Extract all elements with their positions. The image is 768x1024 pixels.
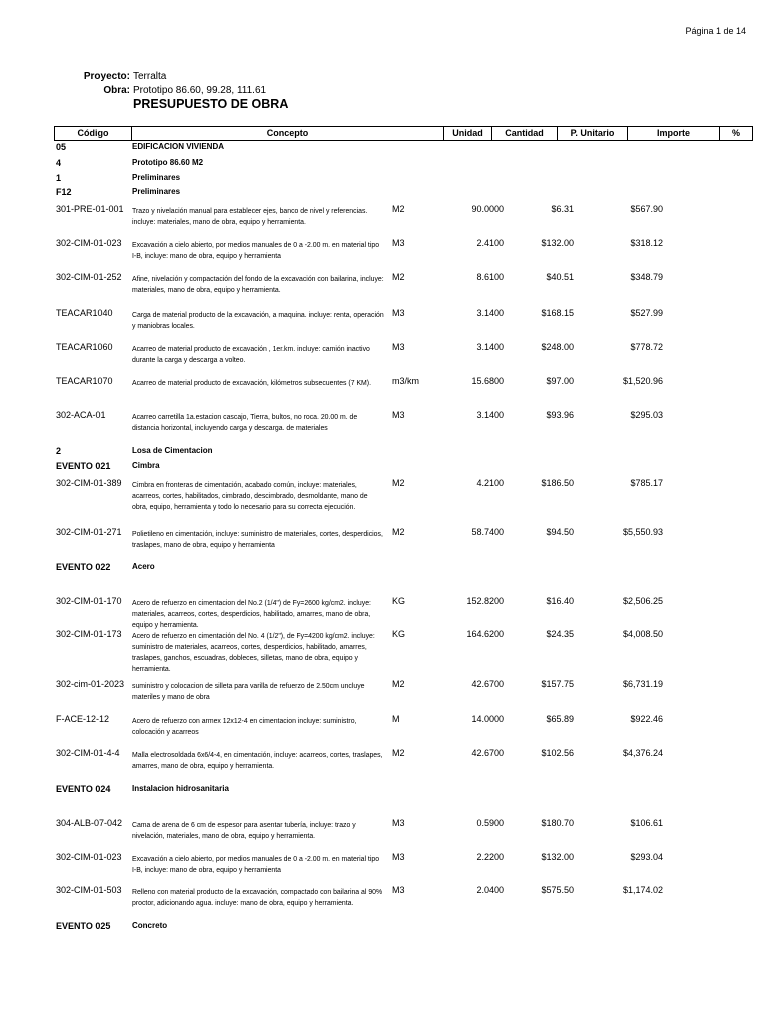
- item-unit: M: [392, 714, 400, 724]
- work-label: Obra:: [103, 85, 130, 96]
- item-code: 302-CIM-01-173: [56, 629, 122, 639]
- project-line: [80, 71, 166, 82]
- item-amount: $1,174.02: [622, 885, 663, 895]
- item-code: F-ACE-12-12: [56, 714, 110, 724]
- col-amount: Importe: [627, 127, 719, 140]
- work-value: Prototipo 86.60, 99.28, 111.61: [133, 85, 267, 96]
- item-amount: $4,008.50: [622, 629, 663, 639]
- item-amount: $1,520.96: [622, 376, 663, 386]
- group-code: EVENTO 022: [56, 562, 111, 572]
- item-unit-price: $40.51: [546, 272, 574, 282]
- item-amount: $567.90: [630, 204, 663, 214]
- item-quantity: 164.6200: [466, 629, 504, 639]
- item-unit: M2: [392, 748, 405, 758]
- item-unit-price: $168.15: [541, 308, 574, 318]
- item-code: TEACAR1070: [56, 376, 113, 386]
- item-description: Acero de refuerzo en cimentación del No. 4 (1/2"), de Fy=4200 kg/cm2. incluye: suministro de materiales, acarreos, cortes, desperdicios, habilitado, amarres, traslapes, ganchos, escuadras, dobleces, silletas, mano de obra, equipo y herramienta.: [132, 633, 375, 673]
- item-unit: M2: [392, 478, 405, 488]
- item-quantity: 15.6800: [471, 376, 504, 386]
- item-quantity: 4.2100: [476, 478, 504, 488]
- item-code: 302-CIM-01-170: [56, 596, 122, 606]
- item-unit: M3: [392, 238, 405, 248]
- document-title: PRESUPUESTO DE OBRA: [133, 97, 289, 111]
- item-quantity: 3.1400: [476, 410, 504, 420]
- group-name: Acero: [132, 562, 155, 571]
- item-code: 302-CIM-01-389: [56, 478, 122, 488]
- item-unit: M2: [392, 527, 405, 537]
- item-unit: M2: [392, 679, 405, 689]
- item-unit-price: $157.75: [541, 679, 574, 689]
- col-unit: Unidad: [443, 127, 491, 140]
- item-quantity: 42.6700: [471, 679, 504, 689]
- item-amount: $295.03: [630, 410, 663, 420]
- group-name: Prototipo 86.60 M2: [132, 158, 204, 167]
- item-description: Malla electrosoldada 6x6/4-4, en cimentación, incluye: acarreos, cortes, traslapes, amarres, mano de obra, equipo y herramienta.: [132, 752, 383, 770]
- item-code: TEACAR1040: [56, 308, 113, 318]
- item-unit: M3: [392, 818, 405, 828]
- item-description: Afine, nivelación y compactación del fondo de la excavación con bailarina, incluye: materiales, mano de obra, equipo y herramienta.: [132, 276, 384, 294]
- col-concept: Concepto: [131, 127, 443, 140]
- group-name: Losa de Cimentacion: [132, 446, 213, 455]
- item-code: 304-ALB-07-042: [56, 818, 123, 828]
- item-amount: $785.17: [630, 478, 663, 488]
- item-unit-price: $6.31: [551, 204, 574, 214]
- item-description: suministro y colocacion de silleta para varilla de refuerzo de 2.50cm uncluye materiles y mano de obra: [132, 683, 365, 701]
- item-description: Carga de material producto de la excavación, a maquina. incluye: renta, operación y maniobras locales.: [132, 312, 384, 330]
- item-quantity: 58.7400: [471, 527, 504, 537]
- item-unit-price: $102.56: [541, 748, 574, 758]
- item-unit: m3/km: [392, 376, 419, 386]
- item-unit-price: $248.00: [541, 342, 574, 352]
- item-code: 302-ACA-01: [56, 410, 106, 420]
- item-description: Excavación a cielo abierto, por medios manuales de 0 a -2.00 m. en material tipo I-B, incluye: mano de obra, equipo y herramienta: [132, 856, 380, 874]
- item-amount: $922.46: [630, 714, 663, 724]
- item-description: Excavación a cielo abierto, por medios manuales de 0 a -2.00 m. en material tipo I-B, incluye: mano de obra, equipo y herramienta: [132, 242, 380, 260]
- item-code: 302-CIM-01-252: [56, 272, 122, 282]
- item-description: Acarreo carretilla 1a.estacion cascajo, Tierra, bultos, no roca. 20.00 m. de distancia horizontal, incluyendo carga y descarga. de materiales: [132, 414, 358, 432]
- item-unit-price: $132.00: [541, 238, 574, 248]
- item-unit: M2: [392, 272, 405, 282]
- item-quantity: 2.2200: [476, 852, 504, 862]
- item-code: 302-CIM-01-4-4: [56, 748, 120, 758]
- item-code: 302-cim-01-2023: [56, 679, 125, 689]
- group-code: EVENTO 021: [56, 461, 111, 471]
- item-code: 302-CIM-01-503: [56, 885, 122, 895]
- item-description: Cama de arena de 6 cm de espesor para asentar tubería, incluye: trazo y nivelación, materiales, mano de obra, equipo y herramienta.: [132, 822, 356, 840]
- item-quantity: 2.0400: [476, 885, 504, 895]
- group-name: Preliminares: [132, 173, 181, 182]
- item-unit: M3: [392, 308, 405, 318]
- item-unit: KG: [392, 629, 406, 639]
- item-description: Polietileno en cimentación, incluye: suministro de materiales, cortes, desperdicios, traslapes, mano de obra, equipo y herramienta: [132, 531, 383, 549]
- item-unit: M3: [392, 410, 405, 420]
- col-pct: %: [719, 127, 752, 140]
- project-label: Proyecto:: [83, 71, 130, 82]
- item-description: Trazo y nivelación manual para establecer ejes, banco de nivel y referencias. incluye: materiales, mano de obra, equipo y herramienta.: [132, 208, 368, 226]
- item-description: Acero de refuerzo con armex 12x12-4 en cimentacion incluye: suministro, colocación y acarreos: [132, 718, 357, 736]
- group-name: EDIFICACION VIVIENDA: [132, 142, 225, 151]
- item-unit-price: $132.00: [541, 852, 574, 862]
- item-quantity: 8.6100: [476, 272, 504, 282]
- group-code: F12: [56, 187, 72, 197]
- group-name: Instalacion hidrosanitaria: [132, 784, 229, 793]
- item-description: Acero de refuerzo en cimentacion del No.2 (1/4") de Fy=2600 kg/cm2. incluye: materiales, acarreos, cortes, desperdicios, habilitado, amarres, mano de obra, equipo y herramienta.: [132, 600, 371, 629]
- item-description: Acarreo de material producto de excavación, kilómetros subsecuentes (7 KM).: [132, 380, 371, 387]
- group-name: Preliminares: [132, 187, 181, 196]
- item-unit-price: $97.00: [546, 376, 574, 386]
- item-code: 302-CIM-01-023: [56, 238, 122, 248]
- item-amount: $5,550.93: [622, 527, 663, 537]
- item-unit-price: $93.96: [546, 410, 574, 420]
- item-amount: $778.72: [630, 342, 663, 352]
- group-code: EVENTO 025: [56, 921, 111, 931]
- item-code: 301-PRE-01-001: [56, 204, 124, 214]
- item-amount: $106.61: [630, 818, 663, 828]
- group-name: Concreto: [132, 921, 168, 930]
- item-amount: $2,506.25: [622, 596, 663, 606]
- item-unit: M3: [392, 342, 405, 352]
- table-header: [54, 126, 753, 141]
- item-quantity: 152.8200: [466, 596, 504, 606]
- item-quantity: 14.0000: [471, 714, 504, 724]
- item-quantity: 2.4100: [476, 238, 504, 248]
- item-unit: M3: [392, 885, 405, 895]
- item-unit: M2: [392, 204, 405, 214]
- item-quantity: 90.0000: [471, 204, 504, 214]
- col-price: P. Unitario: [557, 127, 627, 140]
- item-unit-price: $94.50: [546, 527, 574, 537]
- item-unit: KG: [392, 596, 406, 606]
- item-amount: $4,376.24: [622, 748, 663, 758]
- item-unit-price: $186.50: [541, 478, 574, 488]
- item-amount: $527.99: [630, 308, 663, 318]
- item-code: 302-CIM-01-023: [56, 852, 122, 862]
- item-unit-price: $16.40: [546, 596, 574, 606]
- item-unit-price: $24.35: [546, 629, 574, 639]
- item-unit-price: $575.50: [541, 885, 574, 895]
- item-description: Relleno con material producto de la excavación, compactado con bailarina al 90% proctor, adicionando agua. incluye: mano de obra, equipo y herramienta.: [132, 889, 383, 907]
- item-quantity: 3.1400: [476, 308, 504, 318]
- item-unit-price: $180.70: [541, 818, 574, 828]
- group-code: 05: [56, 142, 67, 152]
- item-description: Cimbra en fronteras de cimentación, acabado común, incluye: materiales, acarreos, cortes, habilitados, cimbrado, descimbrado, desmoldante, mano de obra, equipo, herramienta y todo lo necesario para su correcta ejecución.: [132, 482, 368, 511]
- project-value: Terralta: [133, 71, 167, 82]
- item-quantity: 3.1400: [476, 342, 504, 352]
- item-code: 302-CIM-01-271: [56, 527, 122, 537]
- page-number: Página 1 de 14: [685, 26, 746, 36]
- group-code: 2: [56, 446, 62, 456]
- item-code: TEACAR1060: [56, 342, 113, 352]
- col-code: Código: [77, 128, 109, 138]
- item-quantity: 42.6700: [471, 748, 504, 758]
- item-amount: $348.79: [630, 272, 663, 282]
- group-code: 1: [56, 173, 62, 183]
- group-code: EVENTO 024: [56, 784, 111, 794]
- item-unit-price: $65.89: [546, 714, 574, 724]
- item-amount: $6,731.19: [622, 679, 663, 689]
- item-unit: M3: [392, 852, 405, 862]
- work-line: [80, 85, 266, 96]
- group-name: Cimbra: [132, 461, 160, 470]
- col-qty: Cantidad: [491, 127, 557, 140]
- item-amount: $318.12: [630, 238, 663, 248]
- group-code: 4: [56, 158, 62, 168]
- item-amount: $293.04: [630, 852, 663, 862]
- item-description: Acarreo de material producto de excavación , 1er.km. incluye: camión inactivo durante la carga y descarga a volteo.: [132, 346, 370, 364]
- item-quantity: 0.5900: [476, 818, 504, 828]
